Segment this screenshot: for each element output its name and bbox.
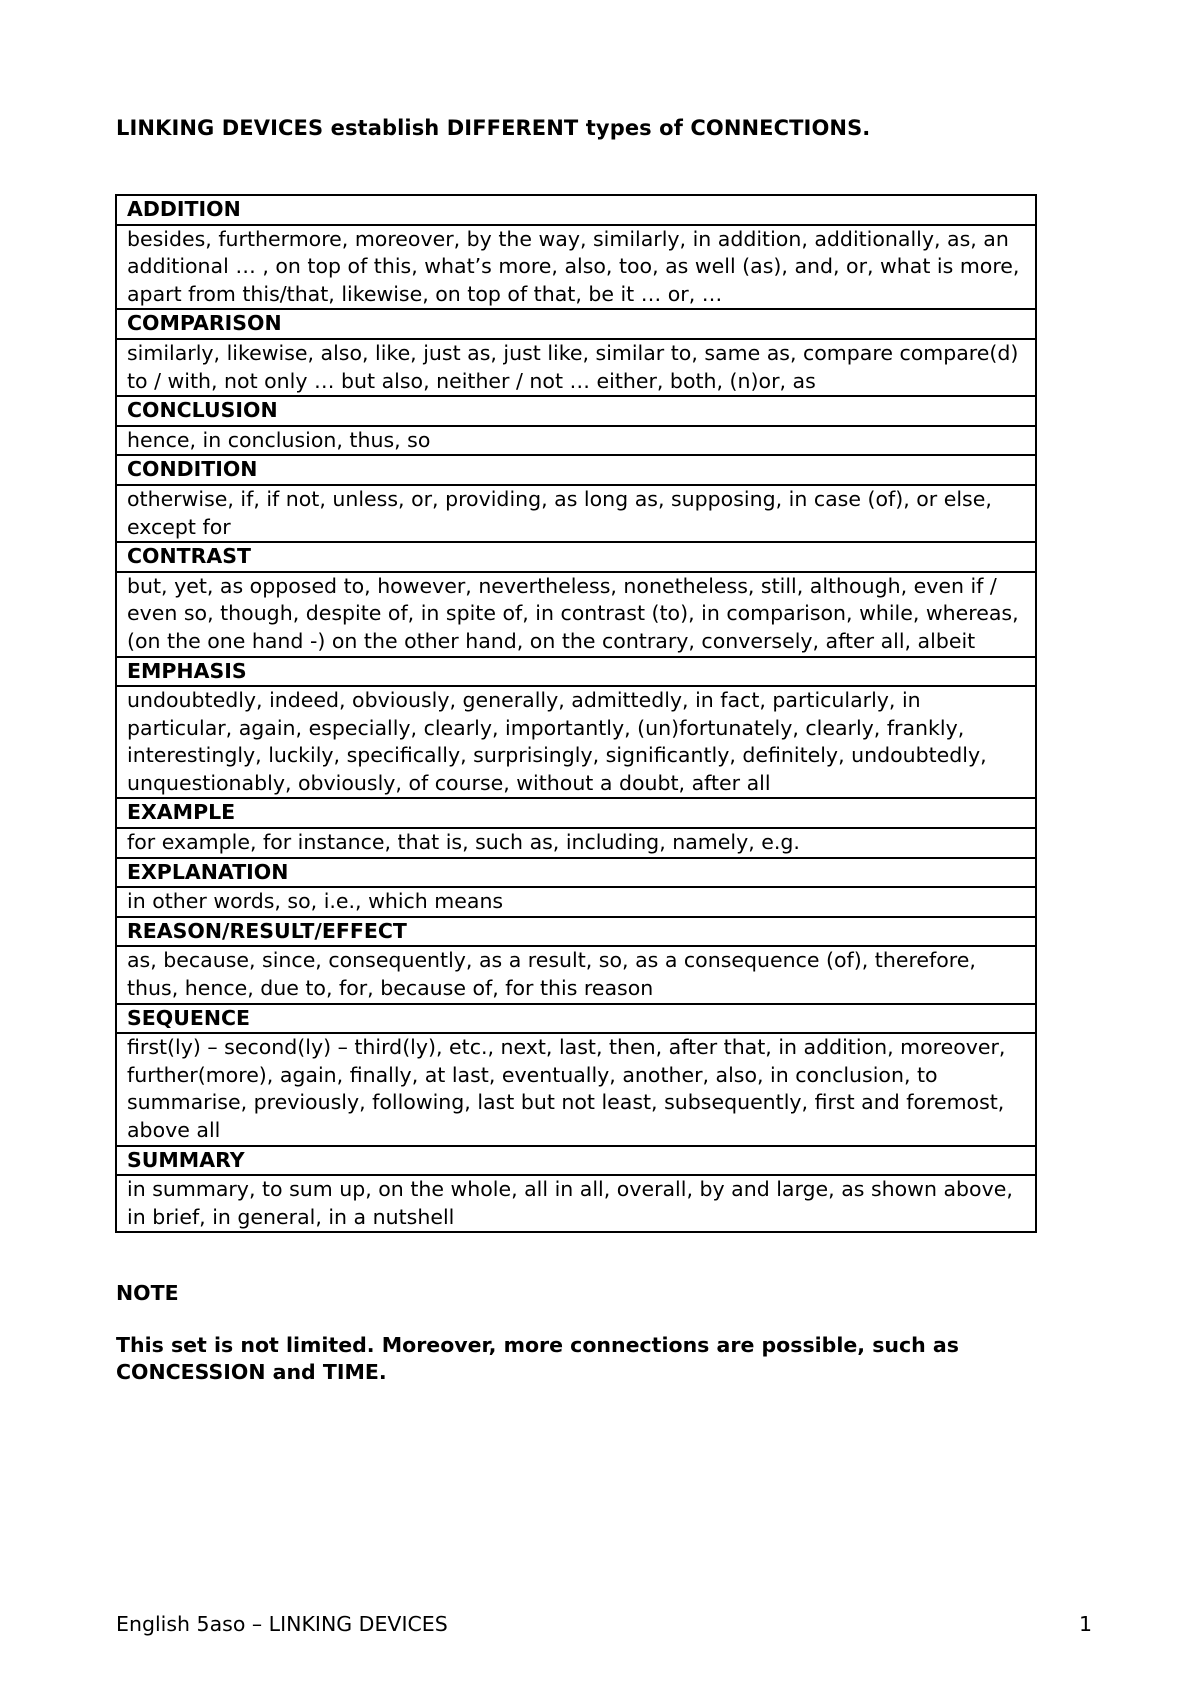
linking-devices-table-body [116,195,1036,1232]
devices-list: in other words, so, i.e., which means [116,887,1036,917]
devices-list: undoubtedly, indeed, obviously, generally, admittedly, in fact, particularly, in particular, again, especially, clearly, importantly, (un)fortunately, clearly, frankly, interestingly, luckily, specifically, surprisingly, significantly, definitely, undoubtedly, unquestionably, obviously, of course, without a doubt, after all [116,686,1036,798]
category-label: CONDITION [116,455,1036,485]
category-row [116,1146,1036,1176]
devices-row [116,828,1036,858]
note-block [116,1280,1076,1386]
category-row [116,195,1036,225]
devices-list: first(ly) – second(ly) – third(ly), etc., next, last, then, after that, in addition, moreover, further(more), again, finally, at last, eventually, another, also, in conclusion, to summarise, previously, following, last but not least, subsequently, first and foremost, above all [116,1033,1036,1145]
category-label: CONTRAST [116,542,1036,572]
category-row [116,542,1036,572]
category-row [116,917,1036,947]
category-row [116,1004,1036,1034]
devices-row [116,887,1036,917]
devices-row [116,946,1036,1003]
devices-row [116,1175,1036,1232]
category-row [116,657,1036,687]
category-label: CONCLUSION [116,396,1036,426]
category-label: EXAMPLE [116,798,1036,828]
category-label: SEQUENCE [116,1004,1036,1034]
devices-list: besides, furthermore, moreover, by the way, similarly, in addition, additionally, as, an additional … , on top of this, what’s more, also, too, as well (as), and, or, what is more, apart from this/that, likewise, on top of that, be it … or, … [116,225,1036,310]
linking-devices-table [115,194,1037,1233]
footer-title: English 5aso – LINKING DEVICES [116,1612,448,1636]
page-number: 1 [1078,1612,1092,1636]
devices-row [116,339,1036,396]
note-heading: NOTE [116,1281,179,1305]
devices-list: but, yet, as opposed to, however, nevertheless, nonetheless, still, although, even if / even so, though, despite of, in spite of, in contrast (to), in comparison, while, whereas, (on the one hand -) on the other hand, on the contrary, conversely, after all, albeit [116,572,1036,657]
devices-row [116,572,1036,657]
category-row [116,396,1036,426]
devices-list: similarly, likewise, also, like, just as, just like, similar to, same as, compare compare(d) to / with, not only … but also, neither / not … either, both, (n)or, as [116,339,1036,396]
note-text: This set is not limited. Moreover, more connections are possible, such as CONCESSION and TIME. [116,1333,959,1384]
category-row [116,455,1036,485]
devices-list: otherwise, if, if not, unless, or, providing, as long as, supposing, in case (of), or else, except for [116,485,1036,542]
category-label: EMPHASIS [116,657,1036,687]
category-row [116,798,1036,828]
category-label: SUMMARY [116,1146,1036,1176]
devices-row [116,1033,1036,1145]
category-row [116,858,1036,888]
devices-row [116,225,1036,310]
category-label: ADDITION [116,195,1036,225]
devices-row [116,485,1036,542]
devices-list: hence, in conclusion, thus, so [116,426,1036,456]
category-label: COMPARISON [116,309,1036,339]
page-title: LINKING DEVICES establish DIFFERENT types of CONNECTIONS. [116,116,871,140]
category-label: REASON/RESULT/EFFECT [116,917,1036,947]
category-label: EXPLANATION [116,858,1036,888]
devices-list: in summary, to sum up, on the whole, all in all, overall, by and large, as shown above, in brief, in general, in a nutshell [116,1175,1036,1232]
devices-list: for example, for instance, that is, such as, including, namely, e.g. [116,828,1036,858]
devices-row [116,426,1036,456]
devices-row [116,686,1036,798]
category-row [116,309,1036,339]
devices-list: as, because, since, consequently, as a result, so, as a consequence (of), therefore, thus, hence, due to, for, because of, for this reason [116,946,1036,1003]
